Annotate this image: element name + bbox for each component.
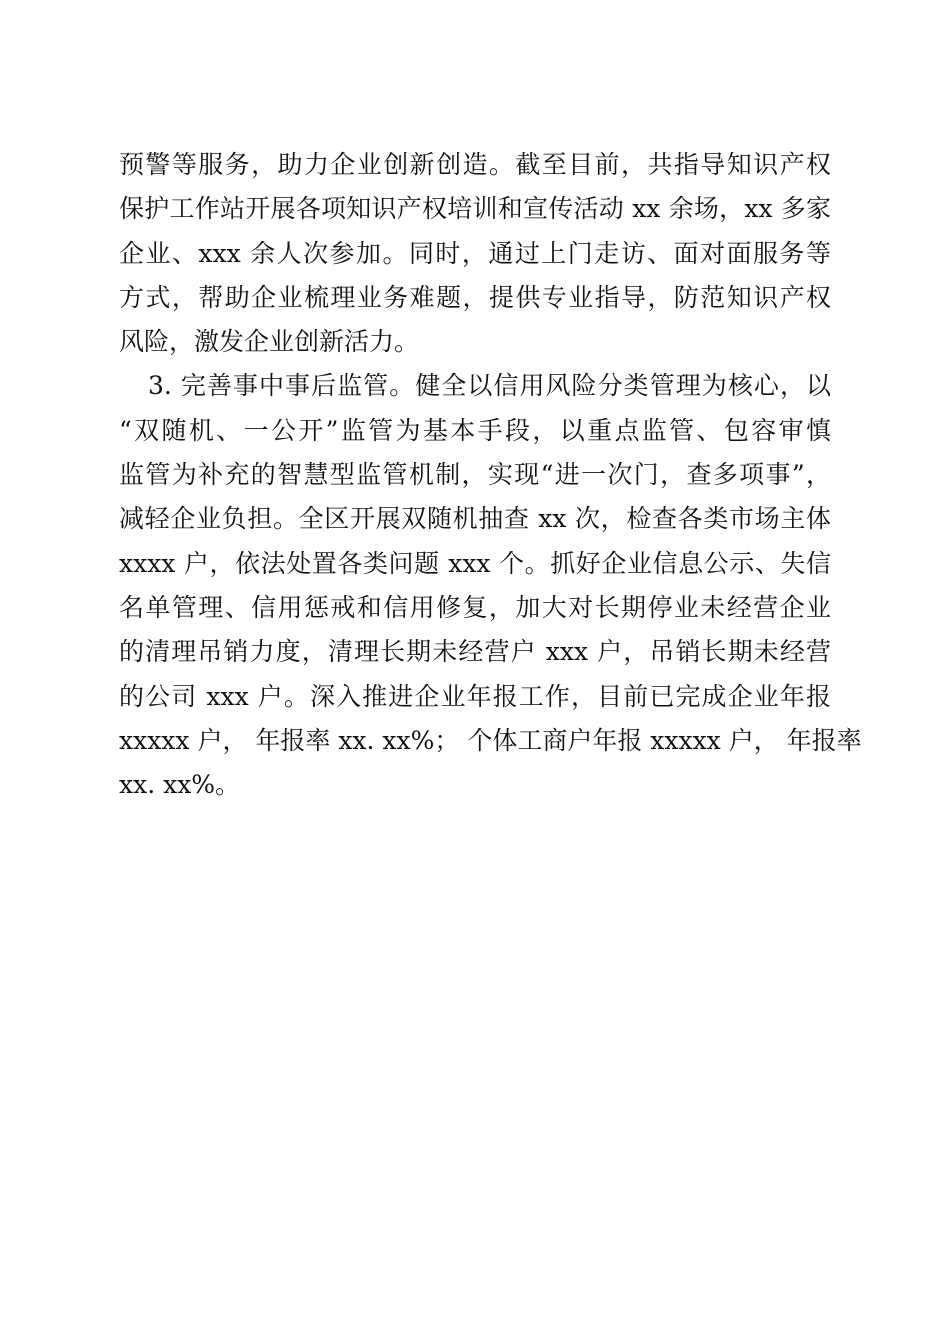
text-line: 预警等服务，助力企业创新创造。截至目前，共指导知识产权 <box>119 150 831 179</box>
text-line: 的公司 xxx 户。深入推进企业年报工作，目前已完成企业年报 <box>119 681 831 711</box>
text-line: 监管为补充的智慧型监管机制，实现“进一次门，查多项事”， <box>119 460 831 490</box>
text-line: 的清理吊销力度，清理长期未经营户 xxx 户，吊销长期未经营 <box>119 637 831 667</box>
text-line: 企业、xxx 余人次参加。同时，通过上门走访、面对面服务等 <box>119 238 831 268</box>
text-line: 3. 完善事中事后监管。健全以信用风险分类管理为核心，以 <box>148 371 831 401</box>
text-line: “双随机、一公开”监管为基本手段，以重点监管、包容审慎 <box>119 415 831 445</box>
text-line: 减轻企业负担。全区开展双随机抽查 xx 次，检查各类市场主体 <box>119 504 831 534</box>
text-line: 风险，激发企业创新活力。 <box>119 327 420 357</box>
text-line: 方式，帮助企业梳理业务难题，提供专业指导，防范知识产权 <box>119 282 831 312</box>
document-body <box>119 143 862 807</box>
text-line: xxxxx 户， 年报率 xx. xx%； 个体工商户年报 xxxxx 户， 年报率 <box>119 725 862 755</box>
paragraph-ip-services <box>119 143 831 364</box>
text-line: 保护工作站开展各项知识产权培训和宣传活动 xx 余场，xx 多家 <box>119 194 831 224</box>
paragraph-supervision <box>119 364 862 807</box>
text-line: 名单管理、信用惩戒和信用修复，加大对长期停业未经营企业 <box>119 592 831 622</box>
text-line: xx. xx%。 <box>119 770 241 800</box>
text-line: xxxx 户，依法处置各类问题 xxx 个。抓好企业信息公示、失信 <box>119 548 831 578</box>
